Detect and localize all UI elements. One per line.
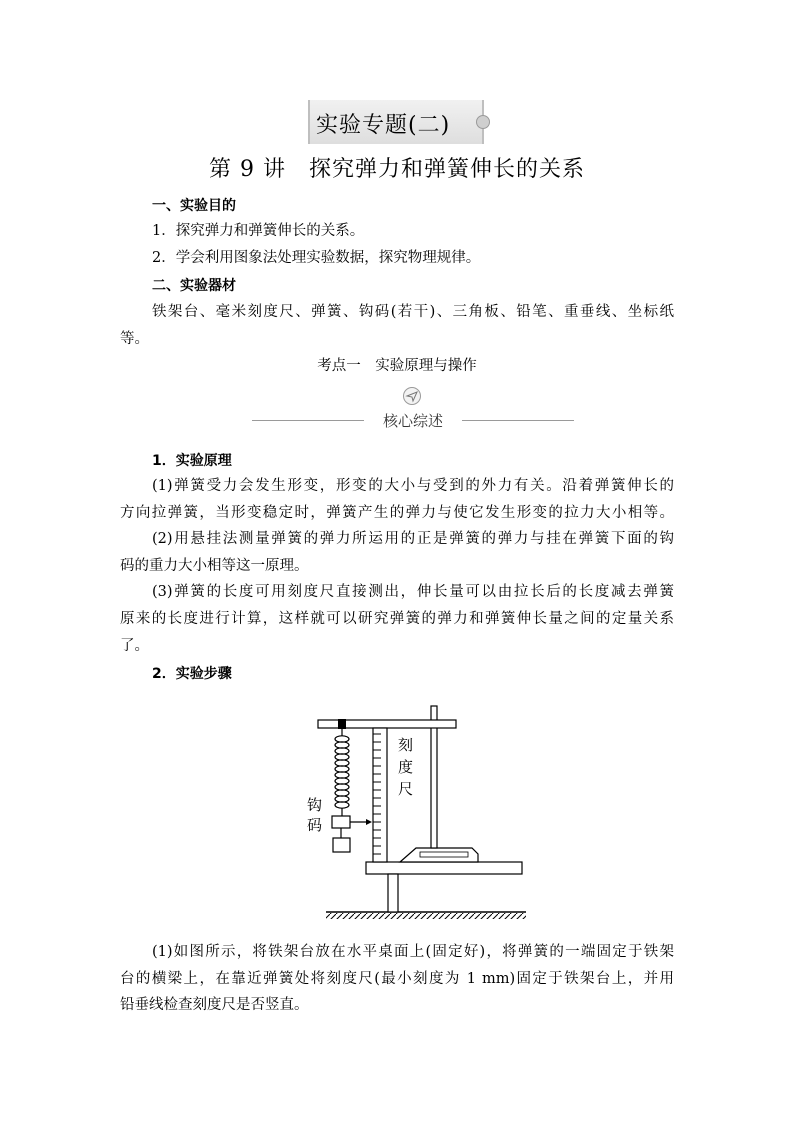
kaodian-heading: 考点一 实验原理与操作 bbox=[317, 358, 477, 374]
principle-heading: 1．实验原理 bbox=[152, 453, 232, 469]
section-heading-purpose: 一、实验目的 bbox=[152, 198, 236, 214]
steps-line: 台的横梁上，在靠近弹簧处将刻度尺(最小刻度为 1 mm)固定于铁架台上，并用 bbox=[120, 971, 674, 987]
purpose-item: 2．学会利用图象法处理实验数据，探究物理规律。 bbox=[152, 250, 481, 266]
ruler-label-2: 度 bbox=[398, 758, 414, 776]
principle-line: 方向拉弹簧，当形变稳定时，弹簧产生的弹力与使它发生形变的拉力大小相等。 bbox=[120, 505, 674, 521]
weight-label-2: 码 bbox=[307, 816, 323, 834]
table-top bbox=[366, 862, 522, 874]
lecture-title: 第 9 讲 探究弹力和弹簧伸长的关系 bbox=[209, 157, 585, 182]
ruler-label-3: 尺 bbox=[398, 780, 414, 798]
equipment-line: 等。 bbox=[120, 331, 149, 347]
apparatus-figure bbox=[300, 692, 532, 920]
section-heading-equipment: 二、实验器材 bbox=[152, 278, 236, 294]
steps-line: (1)如图所示，将铁架台放在水平桌面上(固定好)，将弹簧的一端固定于铁架 bbox=[152, 944, 674, 960]
paper-plane-icon bbox=[402, 386, 422, 406]
principle-line: (2)用悬挂法测量弹簧的弹力所运用的正是弹簧的弹力与挂在弹簧下面的钩 bbox=[152, 531, 674, 547]
pointer-block bbox=[332, 816, 350, 828]
principle-line: 原来的长度进行计算，这样就可以研究弹簧的弹力和弹簧伸长量之间的定量关系 bbox=[120, 611, 674, 627]
weight-label-1: 钩 bbox=[307, 796, 323, 814]
spring-coils bbox=[335, 736, 349, 808]
weight-block bbox=[333, 838, 350, 852]
principle-line: 码的重力大小相等这一原理。 bbox=[120, 558, 309, 574]
ground-hatch bbox=[326, 913, 526, 919]
core-summary-label: 核心综述 bbox=[382, 412, 443, 430]
steps-heading: 2．实验步骤 bbox=[152, 666, 232, 682]
equipment-line: 铁架台、毫米刻度尺、弹簧、钩码(若干)、三角板、铅笔、重垂线、坐标纸 bbox=[152, 304, 674, 320]
core-summary-divider bbox=[252, 380, 574, 440]
principle-line: (3)弹簧的长度可用刻度尺直接测出，伸长量可以由拉长后的长度减去弹簧 bbox=[152, 584, 674, 600]
ruler-label-1: 刻 bbox=[398, 736, 414, 754]
steps-line: 铅垂线检查刻度尺是否竖直。 bbox=[120, 997, 309, 1013]
principle-line: 了。 bbox=[120, 638, 149, 654]
principle-line: (1)弹簧受力会发生形变，形变的大小与受到的外力有关。沿着弹簧伸长的 bbox=[152, 478, 674, 494]
banner-title: 实验专题(二) bbox=[316, 113, 451, 138]
banner-knob-icon bbox=[476, 115, 490, 129]
spring-clamp bbox=[338, 719, 346, 729]
ruler bbox=[373, 728, 387, 862]
table-leg bbox=[388, 874, 398, 912]
topic-banner bbox=[308, 100, 484, 144]
purpose-item: 1．探究弹力和弹簧伸长的关系。 bbox=[152, 223, 365, 239]
